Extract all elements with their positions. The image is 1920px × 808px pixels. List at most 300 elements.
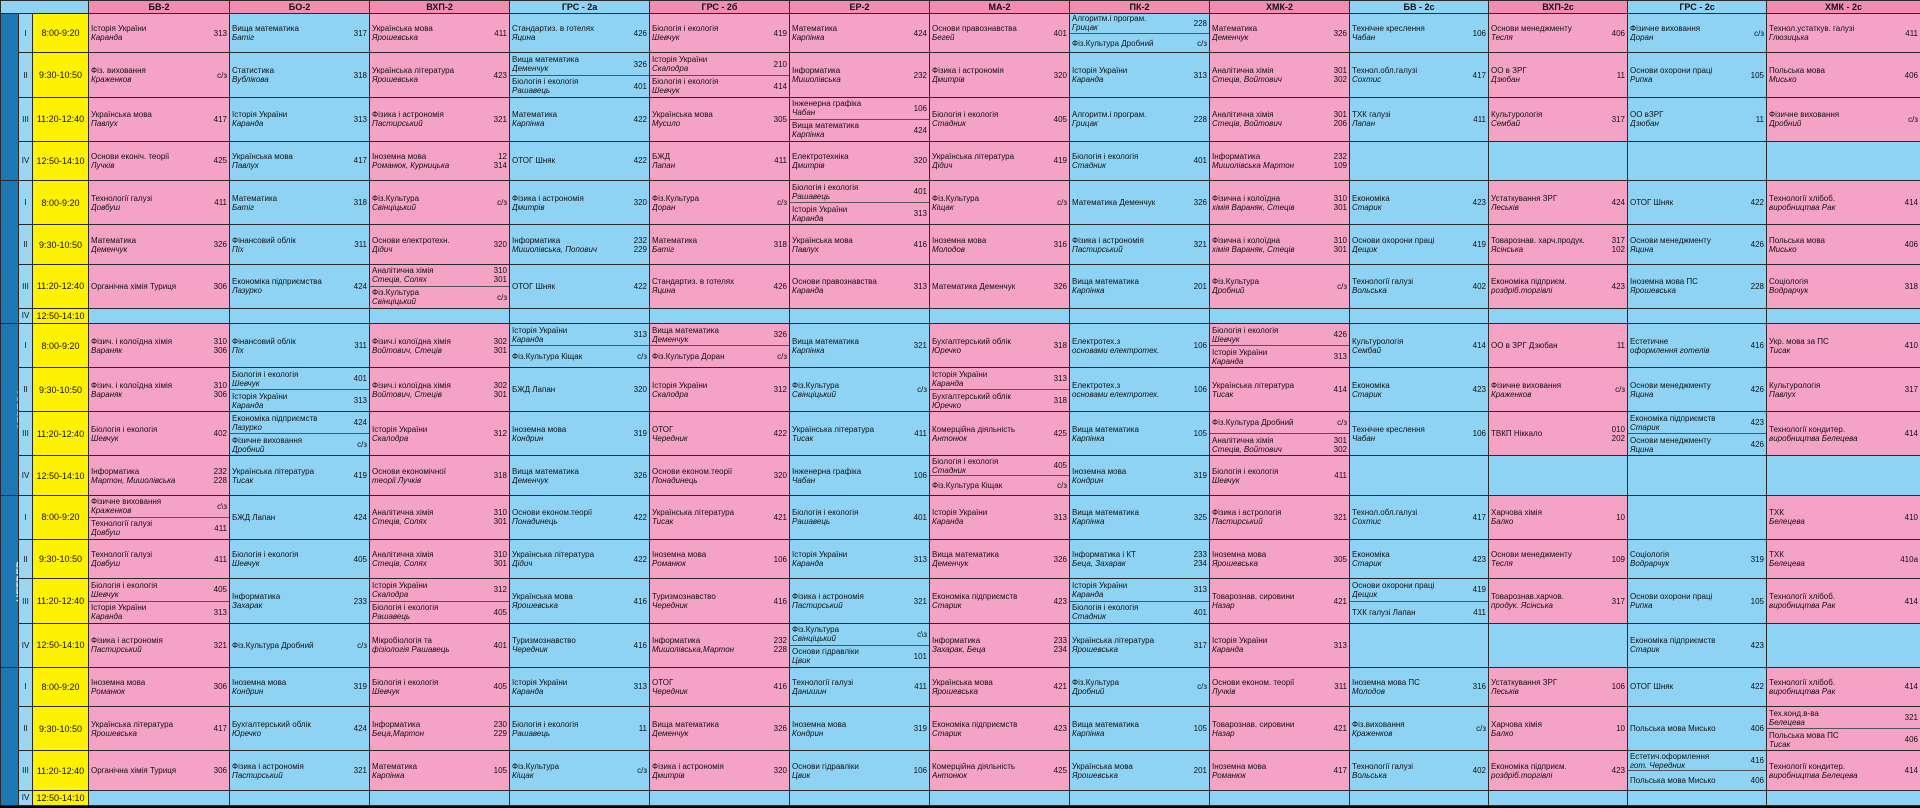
teacher: Тисак: [1212, 389, 1234, 399]
teacher: Чередник: [512, 645, 548, 655]
schedule-cell: [510, 495, 650, 539]
lesson-row: [1, 97, 1920, 141]
class-entry: [1628, 181, 1766, 224]
room: 106: [1472, 429, 1487, 439]
schedule-cell: [230, 14, 370, 53]
teacher: гот. Чередник: [1630, 760, 1686, 770]
schedule-cell: [1767, 539, 1920, 578]
schedule-cell: [930, 225, 1070, 264]
teacher: Юречко: [932, 345, 962, 355]
schedule-cell: [1489, 368, 1628, 412]
schedule-cell: [650, 412, 790, 456]
schedule-cell: [1767, 707, 1920, 751]
schedule-cell: [230, 181, 370, 225]
schedule-cell: [1210, 412, 1350, 456]
room: с/з: [917, 385, 928, 395]
teacher: Юречко: [932, 400, 962, 410]
room: 417: [213, 114, 228, 124]
room: 422: [633, 281, 648, 291]
class-entry: [1489, 53, 1627, 96]
class-entry: [89, 14, 229, 52]
subject: Аналітична хімія: [372, 266, 434, 276]
class-entry: [1350, 707, 1488, 750]
class-entry: [510, 345, 649, 367]
subject: Історія України: [232, 110, 288, 120]
class-entry: [230, 540, 369, 578]
subject: Вища математика: [652, 719, 719, 729]
lesson-row: [1, 308, 1920, 323]
room: 233: [353, 596, 368, 606]
teacher: Старик: [932, 601, 962, 610]
subject: Основи менеджменту: [1630, 235, 1711, 245]
class-entry: [370, 601, 509, 623]
schedule-cell: [1070, 623, 1210, 667]
class-entry: [1210, 579, 1349, 622]
teacher: Піх: [232, 244, 244, 254]
class-entry: [1489, 368, 1627, 411]
teacher: Стеців, Войтович: [1212, 444, 1282, 454]
group-header: ХМК - 2с: [1767, 1, 1920, 14]
class-entry: [1070, 624, 1209, 667]
teacher: Вольська: [1352, 286, 1387, 296]
teacher: Карпінка: [792, 130, 825, 140]
teacher: Доран: [1630, 33, 1654, 43]
schedule-cell: [230, 623, 370, 667]
schedule-cell: [370, 667, 510, 706]
schedule-cell: [1628, 412, 1767, 456]
class-entry: [370, 225, 509, 263]
class-entry: [650, 324, 789, 345]
teacher: Каранда: [792, 213, 824, 223]
schedule-cell: [790, 308, 930, 323]
teacher: Грицак: [1072, 23, 1098, 33]
group-header: ГРС - 2б: [650, 1, 790, 14]
class-entry: [1210, 98, 1349, 141]
teacher: Цвик: [792, 656, 811, 666]
subject: Польська мова: [1769, 66, 1825, 76]
subject: ОТОГ Шняк: [512, 156, 556, 166]
teacher: Стеців, Войтович: [1212, 119, 1282, 129]
teacher: Дідич: [372, 244, 393, 254]
teacher: Каранда: [232, 400, 264, 410]
class-entry: [1489, 98, 1627, 141]
class-entry: [930, 412, 1069, 455]
teacher: Юречко: [232, 728, 262, 738]
subject: Економіка підприємств: [1630, 413, 1716, 423]
class-entry: [89, 517, 229, 539]
schedule-cell: [790, 539, 930, 578]
schedule-cell: [1489, 456, 1628, 495]
room: 105: [1750, 70, 1765, 80]
class-entry: [1628, 265, 1766, 308]
teacher: хімія Вараняк, Стеців: [1212, 244, 1295, 254]
schedule-cell: [930, 495, 1070, 539]
schedule-cell: [650, 790, 790, 805]
class-entry: [1628, 751, 1766, 770]
schedule-cell: [930, 181, 1070, 225]
schedule-cell: [1767, 53, 1920, 97]
subject: Біологія і екологія: [232, 369, 299, 379]
schedule-cell: [1070, 53, 1210, 97]
schedule-cell: [1210, 495, 1350, 539]
schedule-cell: [1767, 623, 1920, 667]
class-entry: [930, 668, 1069, 706]
teacher: Шевчук: [652, 33, 680, 43]
class-entry: [89, 707, 229, 750]
schedule-cell: [1350, 181, 1489, 225]
subject: Математика: [91, 235, 137, 245]
schedule-cell: [1767, 667, 1920, 706]
subject: Основи менеджменту: [1630, 380, 1711, 390]
class-entry: [230, 181, 369, 224]
teacher: Ярошевська: [1212, 559, 1258, 569]
schedule-cell: [89, 308, 230, 323]
subject: Математика Деменчук: [932, 281, 1016, 291]
room: 402: [213, 429, 228, 439]
class-entry: [930, 496, 1069, 539]
room: 416: [773, 682, 788, 692]
teacher: Лучків: [1212, 686, 1236, 696]
subject: Основи правознавства: [792, 277, 877, 287]
schedule-cell: [1489, 751, 1628, 790]
room: 313: [353, 396, 368, 406]
class-entry: [1628, 14, 1766, 52]
room: 401: [913, 187, 928, 197]
subject: Фізич.і колоїдна хімія: [372, 380, 451, 390]
schedule-cell: [89, 495, 230, 539]
schedule-cell: [930, 707, 1070, 751]
schedule-cell: [1767, 579, 1920, 623]
class-entry: [1628, 368, 1766, 411]
schedule-cell: [790, 264, 930, 308]
schedule-cell: [1210, 707, 1350, 751]
class-entry: [1628, 579, 1766, 622]
subject: Фінансовий облік: [232, 235, 296, 245]
subject: Соціологія: [1630, 550, 1670, 560]
schedule-cell: [1210, 141, 1350, 180]
schedule-cell: [1350, 308, 1489, 323]
teacher: Краженков: [1352, 728, 1393, 738]
class-entry: [1210, 751, 1349, 789]
schedule-cell: [1767, 495, 1920, 539]
room: 302 301: [493, 380, 508, 399]
subject: Інформатика: [91, 466, 140, 476]
class-entry: [510, 540, 649, 578]
room: 421: [1053, 682, 1068, 692]
room: 310 301: [493, 508, 508, 527]
teacher: Каранда: [91, 33, 123, 43]
day-label: [1, 667, 19, 805]
lesson-row: [1, 623, 1920, 667]
subject: Іноземна мова: [1212, 550, 1267, 560]
schedule-cell: [1350, 579, 1489, 623]
subject: Українська мова: [792, 235, 853, 245]
room: с/з: [637, 352, 648, 362]
teacher: Назар: [1212, 728, 1235, 738]
teacher: Леськів: [1491, 686, 1519, 696]
subject: Основи менеджменту: [1491, 550, 1572, 560]
room: с/з: [357, 640, 368, 650]
room: 313: [1193, 70, 1208, 80]
teacher: Сохтис: [1352, 75, 1382, 85]
subject: Основи еконіч. теорії: [91, 151, 170, 161]
room: 313: [633, 682, 648, 692]
subject: Фіз.Культура: [1212, 277, 1260, 287]
class-entry: [370, 286, 509, 308]
class-entry: [930, 751, 1069, 789]
teacher: Старик: [1352, 389, 1382, 399]
schedule-cell: [510, 623, 650, 667]
class-entry: [1210, 433, 1349, 455]
lesson-row: [1, 456, 1920, 495]
room: 423: [1611, 281, 1626, 291]
class-entry: [1210, 265, 1349, 308]
subject: Українська мова: [652, 110, 713, 120]
teacher: Каранда: [932, 378, 964, 388]
schedule-cell: [89, 751, 230, 790]
subject: Інформатика: [932, 636, 981, 646]
subject: Естетичне: [1630, 336, 1669, 346]
room: 228: [1750, 281, 1765, 291]
class-entry: [650, 412, 789, 455]
schedule-cell: [650, 539, 790, 578]
subject: Основи менеджменту: [1491, 24, 1572, 34]
teacher: Чабан: [1352, 33, 1376, 43]
subject: Електротехніка: [792, 151, 849, 161]
room: 306: [213, 766, 228, 776]
room: с\з: [217, 501, 228, 511]
subject: Фіз. виховання: [91, 66, 146, 76]
subject: Іноземна мова: [1212, 761, 1267, 771]
room: 422: [773, 429, 788, 439]
class-entry: [1210, 412, 1349, 433]
room: 228: [1193, 114, 1208, 124]
room: 301 302: [1333, 435, 1348, 454]
teacher: Тисак: [232, 475, 254, 485]
class-entry: [1628, 540, 1766, 578]
room: 419: [353, 471, 368, 481]
schedule-cell: [230, 412, 370, 456]
room: 318: [1053, 341, 1068, 351]
room: 425: [1053, 766, 1068, 776]
subject: Фіз.Культура Кіщак: [512, 352, 583, 362]
subject: Історія України: [932, 369, 988, 379]
room: 421: [1333, 724, 1348, 734]
subject: Технол.обл.галузі: [1352, 66, 1418, 76]
teacher: Стеців, Солях: [372, 517, 427, 527]
schedule-cell: [1210, 751, 1350, 790]
teacher: Скалодра: [372, 433, 409, 443]
teacher: основами електротех.: [1072, 345, 1160, 355]
lesson-number: IV: [19, 790, 33, 805]
subject: БЖД Лапан: [512, 385, 556, 395]
class-entry: [650, 707, 789, 750]
schedule-cell: [370, 368, 510, 412]
group-header: ПК-2: [1070, 1, 1210, 14]
room: 310 301: [493, 266, 508, 285]
subject: Історія України: [1212, 347, 1268, 357]
schedule-cell: [1210, 225, 1350, 264]
teacher: Стеців, Солях: [372, 559, 427, 569]
class-entry: [230, 142, 369, 180]
teacher: Дещик: [1352, 589, 1378, 599]
schedule-cell: [790, 324, 930, 368]
schedule-cell: [930, 790, 1070, 805]
subject: Технол.устаткув. галузі: [1769, 24, 1855, 34]
room: 320: [633, 385, 648, 395]
room: 313: [1053, 374, 1068, 384]
room: 401: [1193, 156, 1208, 166]
teacher: Свінціцький: [372, 202, 416, 212]
teacher: Дещик: [1352, 244, 1378, 254]
schedule-cell: [650, 141, 790, 180]
teacher: Лапан: [652, 160, 676, 170]
schedule-cell: [1489, 308, 1628, 323]
subject: Біологія і екологія: [1072, 603, 1139, 613]
teacher: Дзюбан: [1630, 119, 1659, 129]
class-entry: [1210, 707, 1349, 750]
class-entry: [1489, 668, 1627, 706]
teacher: Павлух: [232, 160, 259, 170]
schedule-cell: [1070, 225, 1210, 264]
teacher: Павлух: [1769, 389, 1796, 399]
room: 426: [1750, 240, 1765, 250]
schedule-cell: [650, 751, 790, 790]
teacher: Беца,Мартон: [372, 728, 425, 738]
schedule-cell: [1628, 97, 1767, 141]
schedule-cell: [1628, 790, 1767, 805]
room: 405: [1053, 114, 1068, 124]
lesson-number: III: [19, 751, 33, 790]
class-entry: [1070, 181, 1209, 224]
subject: Аналітична хімія: [372, 550, 434, 560]
subject: Культурологія: [1769, 380, 1821, 390]
day-name: ЧЕТВЕР: [15, 561, 19, 602]
schedule-cell: [1210, 181, 1350, 225]
teacher: оформлення готелів: [1630, 345, 1710, 355]
teacher: роздріб.торгівлі: [1491, 770, 1553, 780]
schedule-cell: [510, 14, 650, 53]
subject: Основи менеджменту: [1630, 435, 1711, 445]
subject: Математика Деменчук: [1072, 198, 1156, 208]
subject: Історія України: [792, 204, 848, 214]
schedule-cell: [790, 412, 930, 456]
room: 319: [913, 724, 928, 734]
schedule-cell: [1628, 181, 1767, 225]
room: 417: [353, 156, 368, 166]
class-entry: [510, 265, 649, 308]
header-corner: [1, 1, 89, 14]
schedule-cell: [1350, 495, 1489, 539]
class-entry: [930, 181, 1069, 224]
room: 321: [1333, 512, 1348, 522]
subject: Товарознав. харч.продук.: [1491, 235, 1585, 245]
schedule-cell: [790, 623, 930, 667]
room: 313: [913, 209, 928, 219]
class-entry: [1350, 181, 1488, 224]
schedule-cell: [1628, 579, 1767, 623]
schedule-cell: [89, 264, 230, 308]
class-entry: [1070, 579, 1209, 600]
room: 411: [914, 682, 928, 692]
lesson-number: III: [19, 97, 33, 141]
class-entry: [1767, 98, 1920, 141]
class-entry: [1070, 601, 1209, 623]
subject: Основи охорони праці: [1630, 592, 1713, 601]
class-entry: [1767, 751, 1920, 789]
subject: Українська мова: [91, 110, 152, 120]
schedule-cell: [790, 225, 930, 264]
schedule-cell: [1767, 97, 1920, 141]
subject: Електротех.з: [1072, 336, 1121, 346]
room: 106: [1611, 682, 1626, 692]
teacher: Каранда: [512, 334, 544, 344]
class-entry: [930, 475, 1069, 495]
subject: Історія України: [91, 24, 147, 34]
room: 305: [773, 114, 788, 124]
subject: Вища математика: [792, 336, 859, 346]
class-entry: [1210, 181, 1349, 224]
teacher: Мисько: [1769, 244, 1797, 254]
subject: Польська мова: [1769, 235, 1825, 245]
teacher: Рашавець: [792, 517, 831, 527]
schedule-cell: [790, 495, 930, 539]
schedule-cell: [790, 181, 930, 225]
teacher: Глюзицька: [1769, 33, 1809, 43]
teacher: Стеців, Войтович: [1212, 75, 1282, 85]
teacher: Шевчук: [91, 589, 119, 599]
class-entry: [89, 456, 229, 494]
class-entry: [1489, 579, 1627, 622]
schedule-cell: [1210, 264, 1350, 308]
room: 230 229: [493, 719, 508, 738]
teacher: Вольська: [1352, 770, 1387, 780]
room: 11: [1616, 341, 1626, 351]
schedule-cell: [89, 225, 230, 264]
schedule-cell: [1767, 324, 1920, 368]
class-entry: [230, 98, 369, 141]
schedule-cell: [1350, 97, 1489, 141]
subject: Польська мова Мисько: [1630, 724, 1716, 734]
room: 411: [1473, 607, 1487, 617]
room: 210: [773, 59, 788, 69]
class-entry: [790, 707, 929, 750]
subject: Основи охорони праці: [1352, 580, 1435, 590]
lesson-row: [1, 324, 1920, 368]
subject: Фізична і колоїдна: [1212, 193, 1281, 203]
teacher: Стадник: [932, 119, 966, 129]
room: 319: [353, 682, 368, 692]
group-header: БВ-2: [89, 1, 230, 14]
class-entry: [1767, 53, 1920, 96]
schedule-cell: [510, 539, 650, 578]
schedule-cell: [1628, 456, 1767, 495]
class-entry: [930, 53, 1069, 96]
subject: ОО в ЗРГ: [1491, 66, 1527, 76]
class-entry: [510, 53, 649, 74]
subject: Фізика і астрономія: [932, 66, 1004, 76]
teacher: Цвик: [792, 770, 811, 780]
subject: Фіз.Культура: [932, 193, 980, 203]
room: 423: [1611, 766, 1626, 776]
subject: Історія України: [932, 508, 988, 518]
teacher: Карпінка: [512, 119, 545, 129]
subject: Аналітична хімія: [372, 508, 434, 518]
schedule-cell: [1070, 667, 1210, 706]
room: 109: [1611, 554, 1626, 564]
class-entry: [790, 14, 929, 52]
subject: Вища математика: [1072, 719, 1139, 729]
